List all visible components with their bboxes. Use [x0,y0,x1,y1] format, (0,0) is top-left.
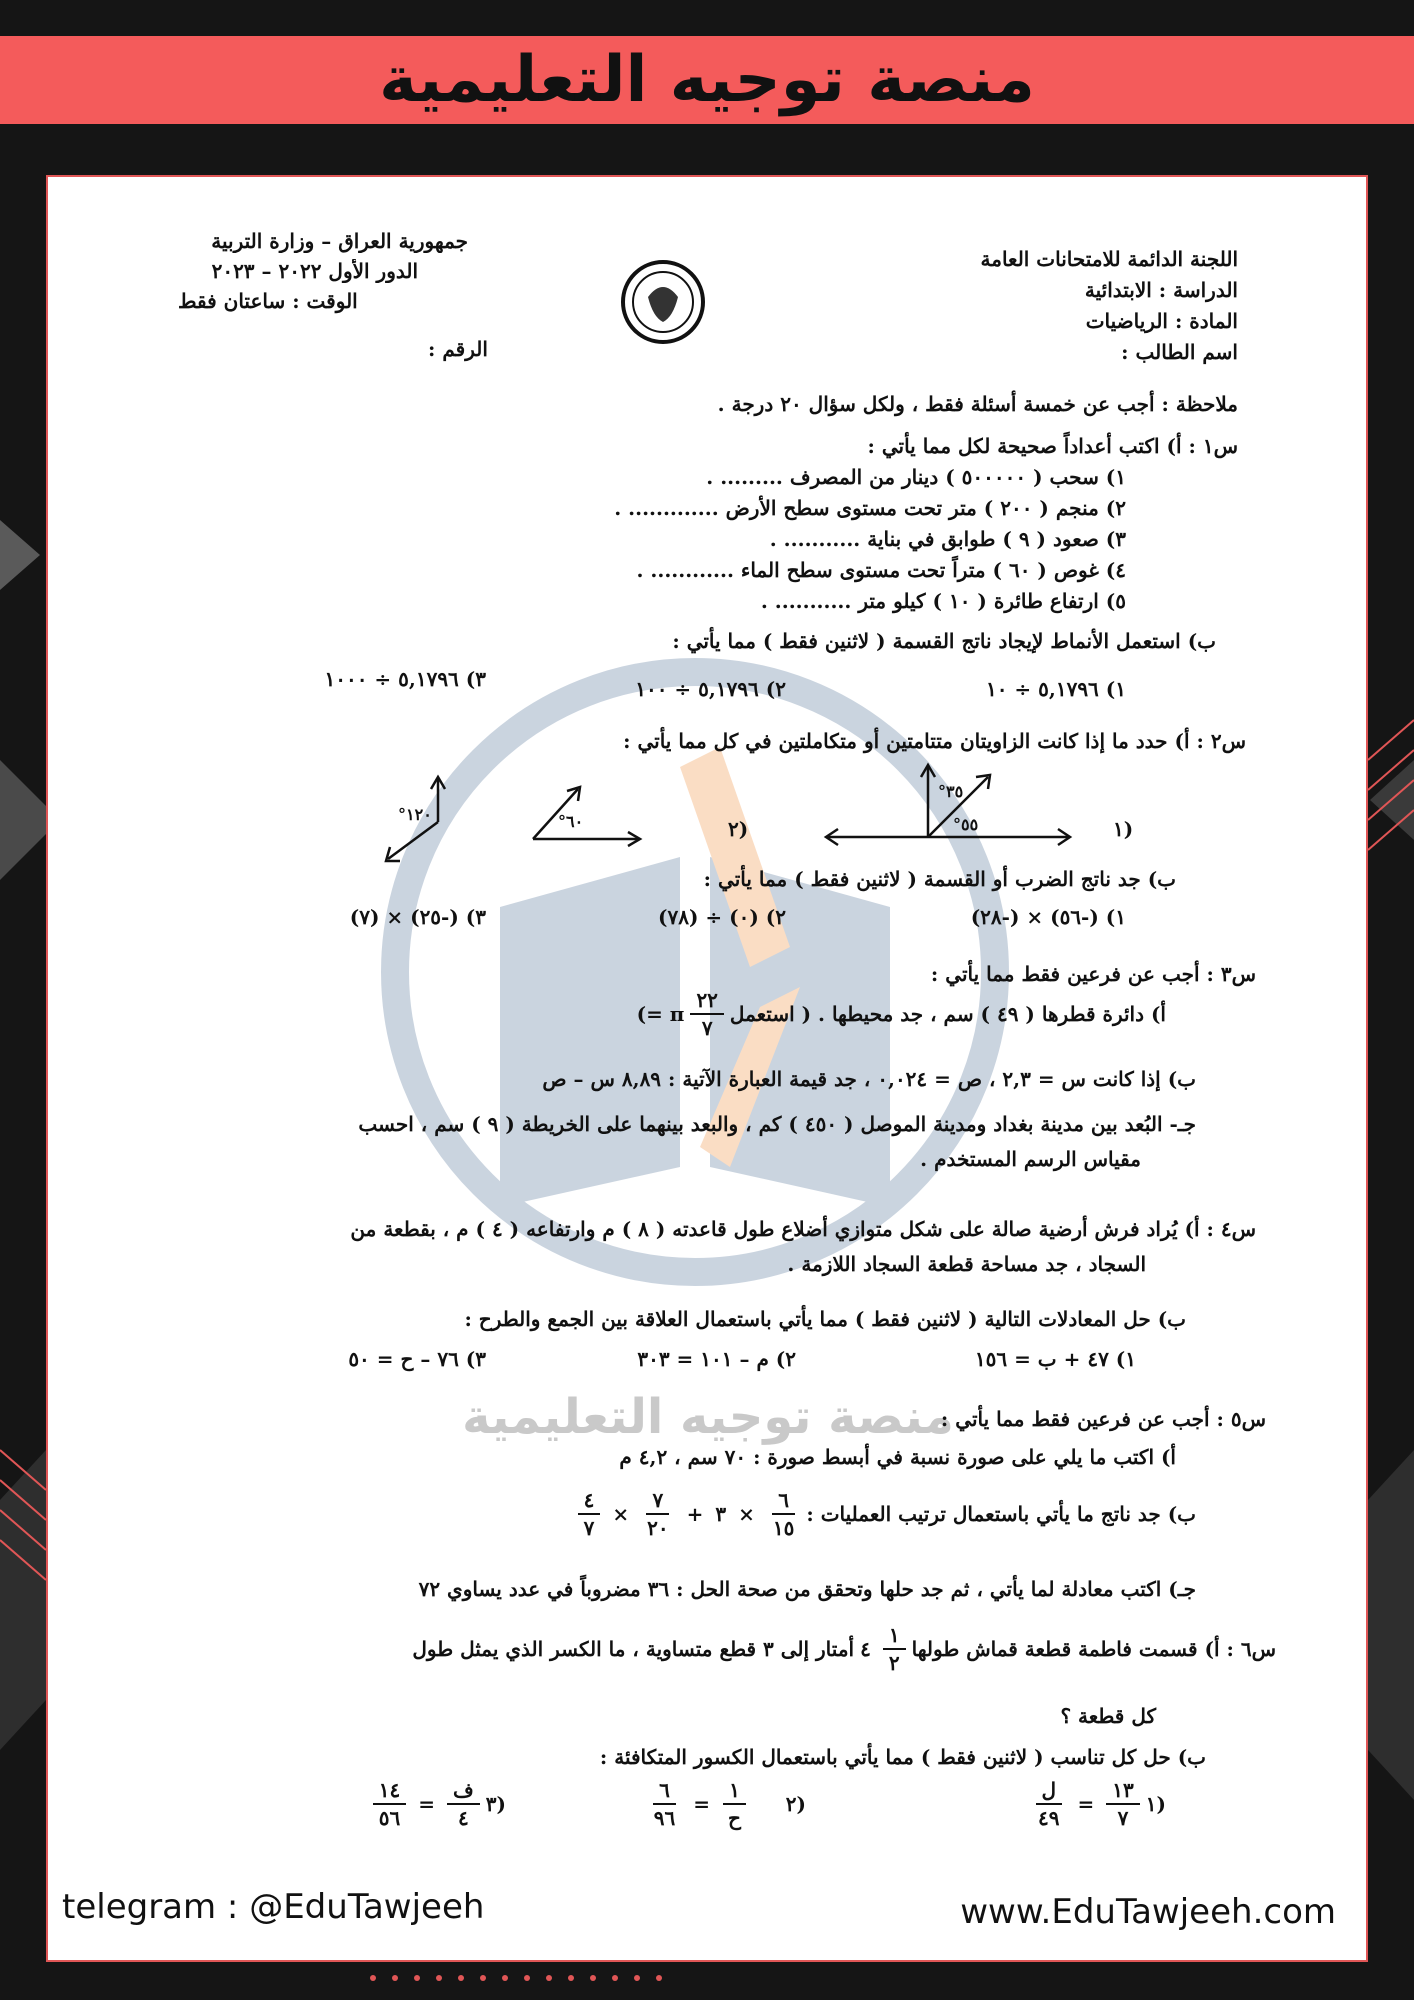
q6-a-line [412,1622,1276,1676]
q2-fig-1-angle-35: ٣٥° [938,782,964,801]
q3-a-pi: π = [646,1002,685,1026]
q6-b-item-3: (٣ $\frac{\text{ف}}{٤}$ = $\frac{١٤}{٥٦}$ [367,1777,506,1831]
q6-a-fraction: $\frac{١}{٢}$ [883,1622,906,1676]
q2-b-item-2: ٢) (٠) ÷ (٧٨) [658,905,786,929]
q2-b-title: ب) جد ناتج الضرب أو القسمة ( لاثنين فقط ) مما يأتي : [703,867,1176,891]
q1-b-item-1: ١) ٥,١٧٩٦ ÷ ١٠ [985,677,1126,701]
header-student-name: اسم الطالب : [1121,340,1238,364]
q3-b-text: ب) إذا كانت س = ٢,٣ ، ص = ٠,٠٢٤ ، جد قيمة العبارة الآتية : ٨,٨٩ س – ص [542,1067,1196,1091]
q3-a-fraction: $\frac{٢٢}{٧}$ [690,987,723,1041]
q2-b-item-3: ٣) (-٢٥) × (٧) [349,905,486,929]
footer-website: www.EduTawjeeh.com [960,1892,1336,1932]
header-committee: اللجنة الدائمة للامتحانات العامة [980,247,1238,271]
q5-b-line: ب) جد ناتج ما يأتي باستعمال ترتيب العمليات : $\frac{٦}{١٥}$ × ٣ + $\frac{٧}{٢٠}$ × $\frac{٤}{٧}$ [572,1487,1196,1541]
q3-c-line-2: مقياس الرسم المستخدم . [920,1147,1141,1171]
exam-paper [46,175,1368,1962]
q1-a-item-4: ٤) غوص ( ٦٠ ) متراً تحت مستوى سطح الماء ............ . [636,558,1126,582]
header-republic: جمهورية العراق – وزارة التربية [211,229,468,253]
q2-fig-3-angle-120: ١٢٠° [398,805,432,824]
q4-b-title: ب) حل المعادلات التالية ( لاثنين فقط ) مما يأتي باستعمال العلاقة بين الجمع والطرح : [464,1307,1186,1331]
q3-c-line-1: جـ- البُعد بين مدينة بغداد ومدينة الموصل ( ٤٥٠ ) كم ، والبعد بينهما على الخريطة ( ٩ ) سم ، احسب [358,1112,1196,1136]
banner-title: منصة توجيه التعليمية [379,43,1035,117]
q5-c-text: جـ) اكتب معادلة لما يأتي ، ثم جد حلها وتحقق من صحة الحل : ٣٦ مضروباً في عدد يساوي ٧٢ [418,1577,1196,1601]
footer-telegram: telegram : @EduTawjeeh [62,1887,485,1927]
q1-a-item-1: ١) سحب ( ٥٠٠٠٠٠ ) دينار من المصرف ......... . [706,465,1126,489]
watermark-text: منصة توجيه التعليمية [462,1389,954,1445]
q1-a-item-5: ٥) ارتفاع طائرة ( ١٠ ) كيلو متر ........... . [760,589,1126,613]
q6-a-line-3: كل قطعة ؟ [1060,1704,1156,1728]
q6-b-title: ب) حل كل تناسب ( لاثنين فقط ) مما يأتي باستعمال الكسور المتكافئة : [599,1745,1206,1769]
q2-b-item-1: ١) (-٥٦) × (-٢٨) [970,905,1126,929]
q5-title: س٥ : أجب عن فرعين فقط مما يأتي : [940,1407,1266,1431]
header-study: الدراسة : الابتدائية [1084,278,1238,302]
q5-b-fraction-2: $\frac{٧}{٢٠}$ [647,1488,669,1540]
header-round: الدور الأول ٢٠٢٢ – ٢٠٢٣ [211,259,418,283]
q5-a-text: أ) اكتب ما يلي على صورة نسبة في أبسط صورة : ٧٠ سم ، ٤,٢ م [619,1445,1176,1469]
q5-b-fraction-1: $\frac{٦}{١٥}$ [772,1488,795,1540]
q3-a-text: أ) دائرة قطرها ( ٤٩ ) سم ، جد محيطها . ( استعمل [729,1002,1166,1026]
q4-b-item-3: ٣) ٧٦ – ح = ٥٠ [348,1347,486,1371]
header-subject: المادة : الرياضيات [1085,309,1238,333]
top-banner [0,36,1414,124]
q6-a-text-1: س٦ : أ) قسمت فاطمة قطعة قماش طولها [911,1637,1276,1661]
q2-a-title: س٢ : أ) حدد ما إذا كانت الزاويتان متتامتين أو متكاملتين في كل مما يأتي : [623,729,1246,753]
header-time: الوقت : ساعتان فقط [178,289,358,313]
q2-fig-1-number: (١ [1113,817,1134,841]
q6-a-whole: ٤ [860,1637,871,1661]
exam-note: ملاحظة : أجب عن خمسة أسئلة فقط ، ولكل سؤال ٢٠ درجة . [717,392,1238,416]
decorative-dots [370,1975,662,1981]
q2-fig-2-angle-60: ٦٠° [558,812,584,831]
q5-b-fraction-3: $\frac{٤}{٧}$ [578,1487,601,1541]
q1-a-item-3: ٣) صعود ( ٩ ) طوابق في بناية ........... . [769,527,1126,551]
q1-a-item-2: ٢) منجم ( ٢٠٠ ) متر تحت مستوى سطح الأرض ............. . [614,496,1126,520]
q3-title: س٣ : أجب عن فرعين فقط مما يأتي : [930,962,1256,986]
q1-b-title: ب) استعمل الأنماط لإيجاد ناتج القسمة ( لاثنين فقط ) مما يأتي : [672,629,1216,653]
q6-b-item-2: (٢ $\frac{١}{\text{ح}}$ = $\frac{٦}{٩٦}$ [653,1778,806,1830]
q2-angle-figures [48,177,1368,877]
q2-fig-2-number: (٢ [728,817,749,841]
q5-b-label: ب) جد ناتج ما يأتي باستعمال ترتيب العمليات : [806,1502,1196,1526]
q1-a-title: س١ : أ) اكتب أعداداً صحيحة لكل مما يأتي : [867,434,1238,458]
q1-b-item-2: ٢) ٥,١٧٩٦ ÷ ١٠٠ [635,677,786,701]
q4-b-item-1: ١) ٤٧ + ب = ١٥٦ [974,1347,1136,1371]
q2-fig-1-angle-55: ٥٥° [953,815,979,834]
q4-b-item-2: ٢) م – ١٠١ = ٣٠٣ [637,1347,796,1371]
q4-a-line-1: س٤ : أ) يُراد فرش أرضية صالة على شكل متوازي أضلاع طول قاعدته ( ٨ ) م وارتفاعه ( ٤ ) م ، بقطعة من [350,1217,1256,1241]
q3-a-line: أ) دائرة قطرها ( ٤٩ ) سم ، جد محيطها . ( استعمل $\frac{٢٢}{٧}$ π = ) [636,988,1166,1040]
header-number-label: الرقم : [428,337,488,361]
q4-a-line-2: السجاد ، جد مساحة قطعة السجاد اللازمة . [787,1252,1146,1276]
q1-b-item-3: ٣) ٥,١٧٩٦ ÷ ١٠٠٠ [324,667,486,691]
q6-a-text-2: أمتار إلى ٣ قطع متساوية ، ما الكسر الذي يمثل طول [412,1637,855,1661]
q6-b-item-1: (١ $\frac{١٣}{٧}$ = $\frac{\text{ل}}{٤٩}$ [1026,1777,1166,1831]
